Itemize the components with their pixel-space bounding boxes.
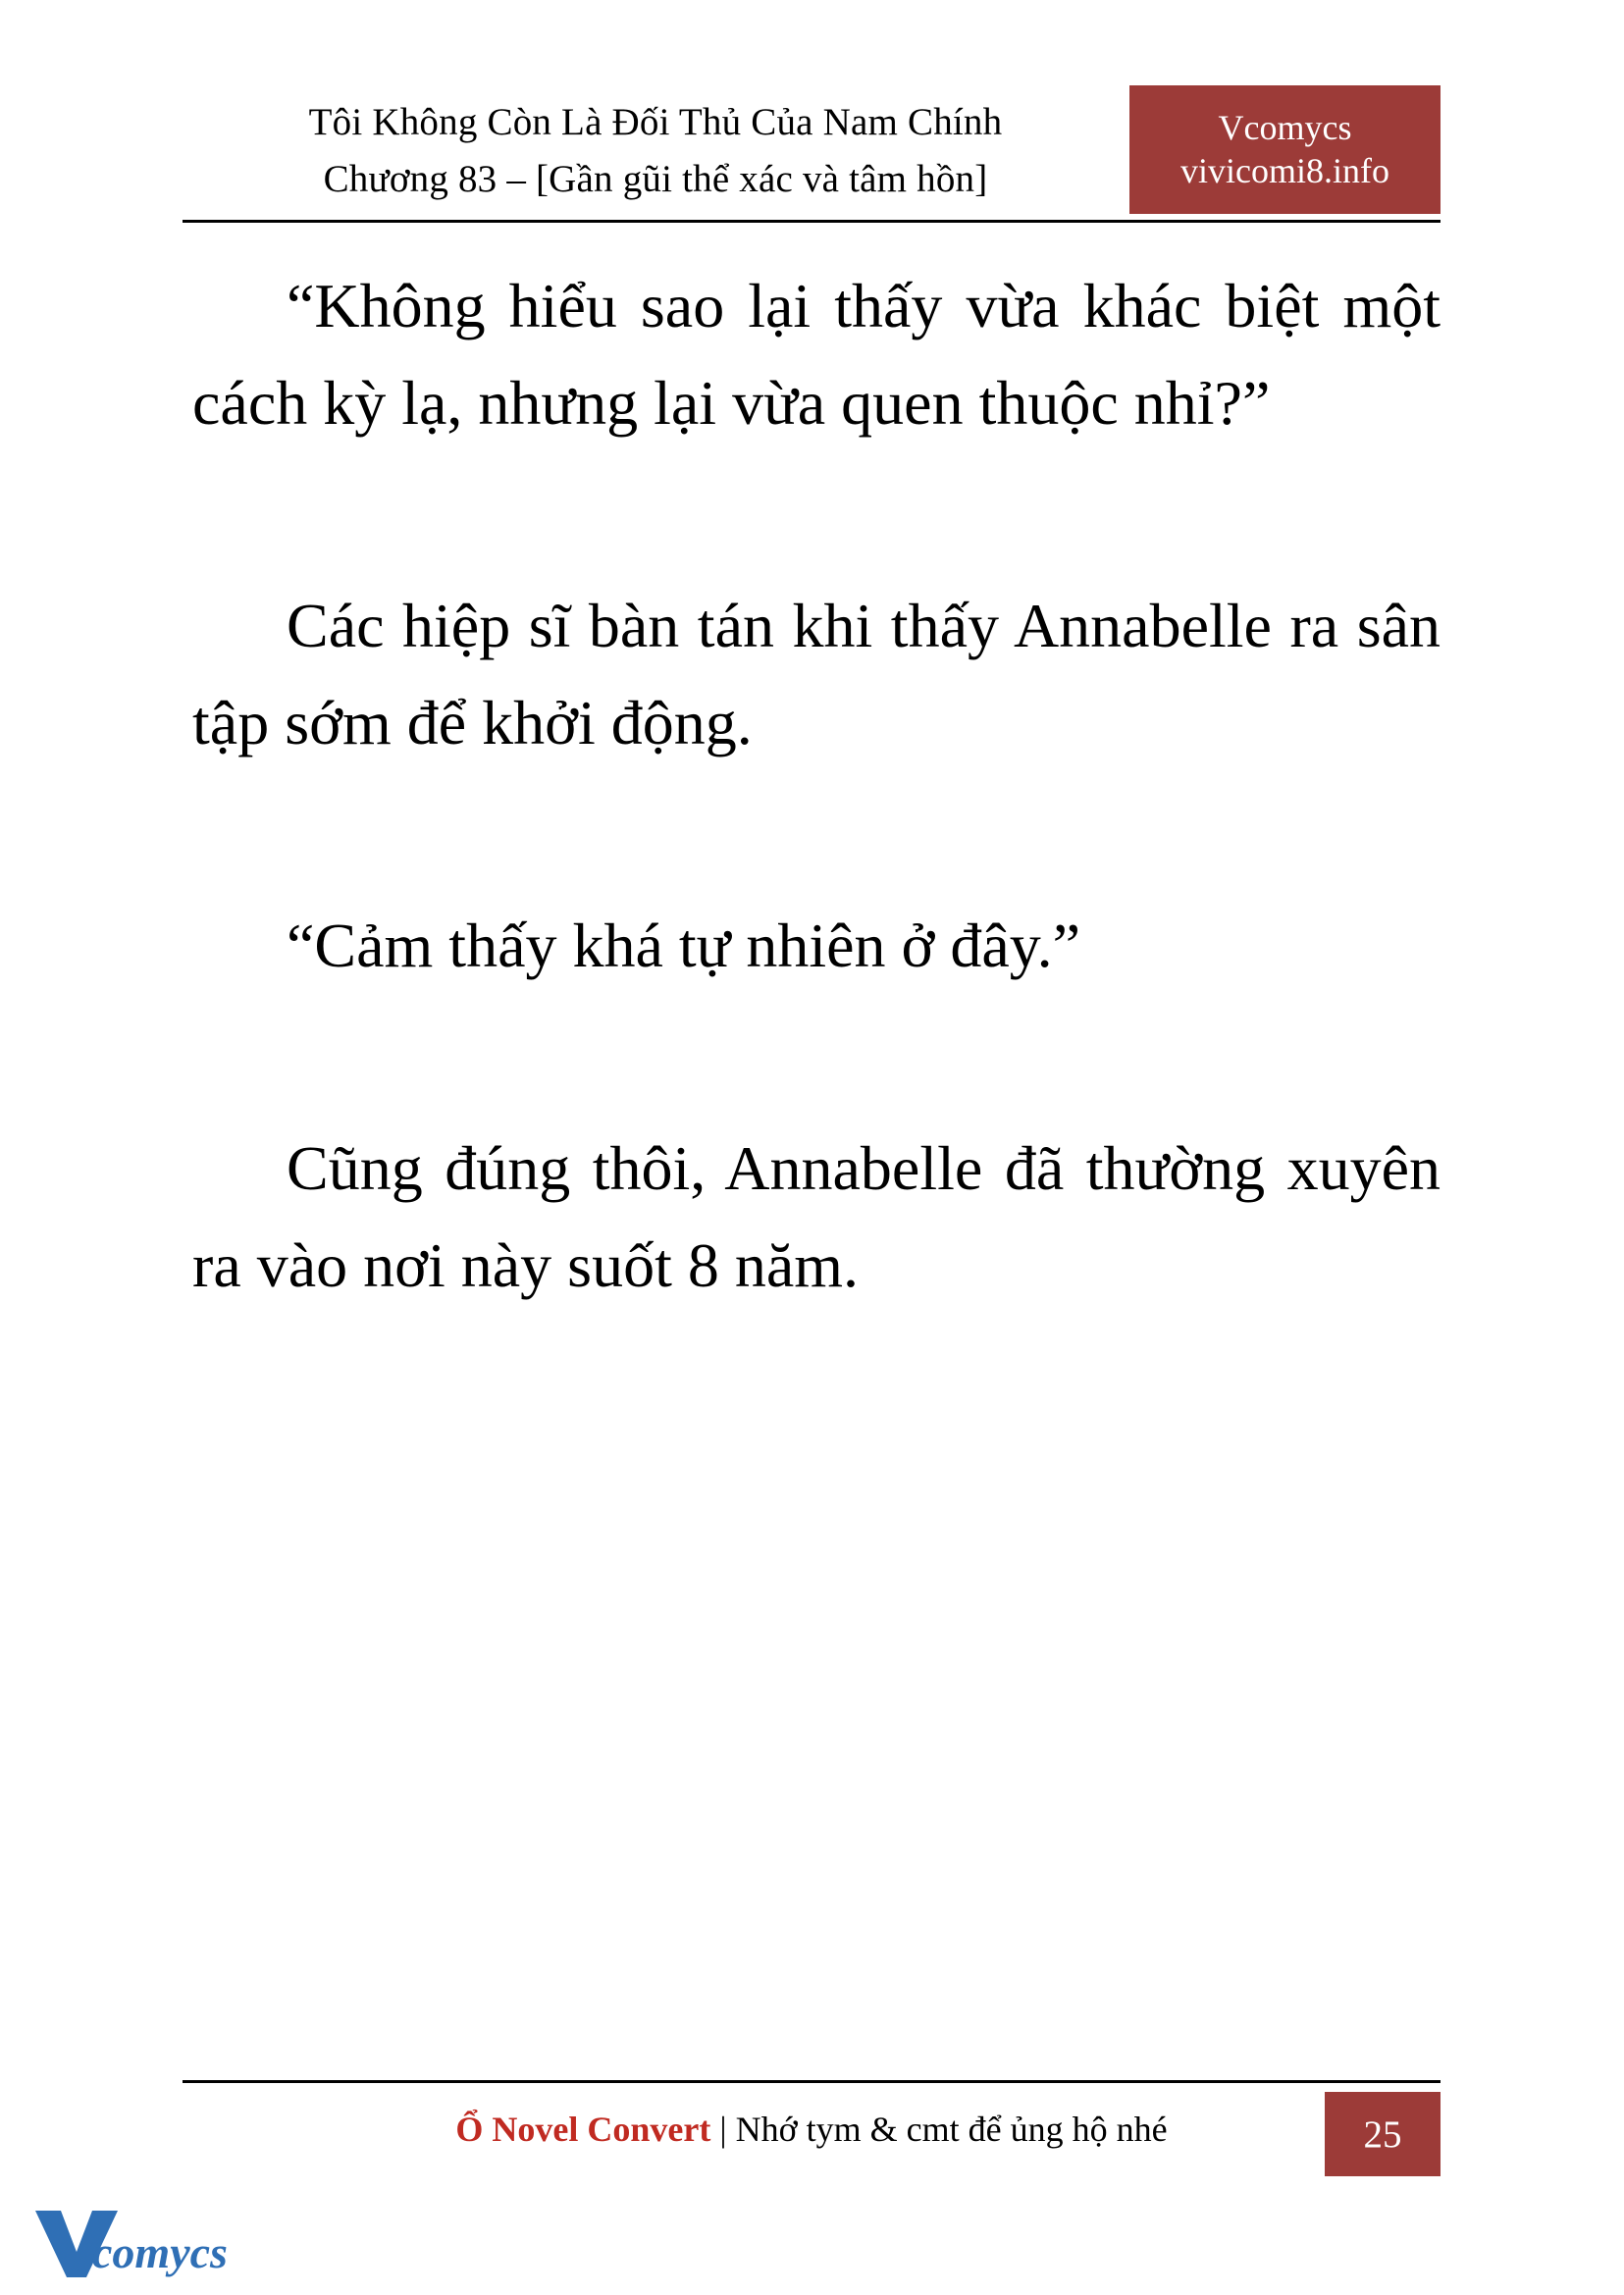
paragraph-2: Các hiệp sĩ bàn tán khi thấy Annabelle ra sân tập sớm để khởi động. bbox=[192, 591, 1441, 757]
paragraph-4: Cũng đúng thôi, Annabelle đã thường xuyên ra vào nơi này suốt 8 năm. bbox=[192, 1133, 1441, 1300]
vcomycs-logo-icon bbox=[31, 2197, 257, 2281]
footer-credit bbox=[183, 2109, 1441, 2150]
footer-note: Nhớ tym & cmt để ủng hộ nhé bbox=[735, 2110, 1168, 2149]
paragraph-1: “Không hiểu sao lại thấy vừa khác biệt một cách kỳ lạ, nhưng lại vừa quen thuộc nhỉ?” bbox=[192, 271, 1441, 438]
chapter-title: Chương 83 – [Gần gũi thể xác và tâm hồn] bbox=[323, 158, 988, 200]
footer-brand: Ổ Novel Convert bbox=[455, 2110, 711, 2149]
site-badge-name: Vcomycs bbox=[1218, 107, 1352, 147]
svg-text:comycs: comycs bbox=[92, 2227, 228, 2277]
site-badge-url: vivicomi8.info bbox=[1180, 150, 1389, 190]
footer-divider bbox=[183, 2080, 1441, 2083]
footer-row bbox=[183, 2102, 1441, 2170]
header-divider bbox=[183, 220, 1441, 223]
page-header bbox=[183, 94, 1441, 232]
page-content bbox=[192, 257, 1441, 1314]
site-badge bbox=[1129, 85, 1441, 214]
footer-separator: | bbox=[719, 2110, 727, 2149]
page-number: 25 bbox=[1325, 2092, 1441, 2176]
novel-title: Tôi Không Còn Là Đối Thủ Của Nam Chính bbox=[308, 101, 1003, 143]
paragraph-3: “Cảm thấy khá tự nhiên ở đây.” bbox=[287, 911, 1081, 980]
